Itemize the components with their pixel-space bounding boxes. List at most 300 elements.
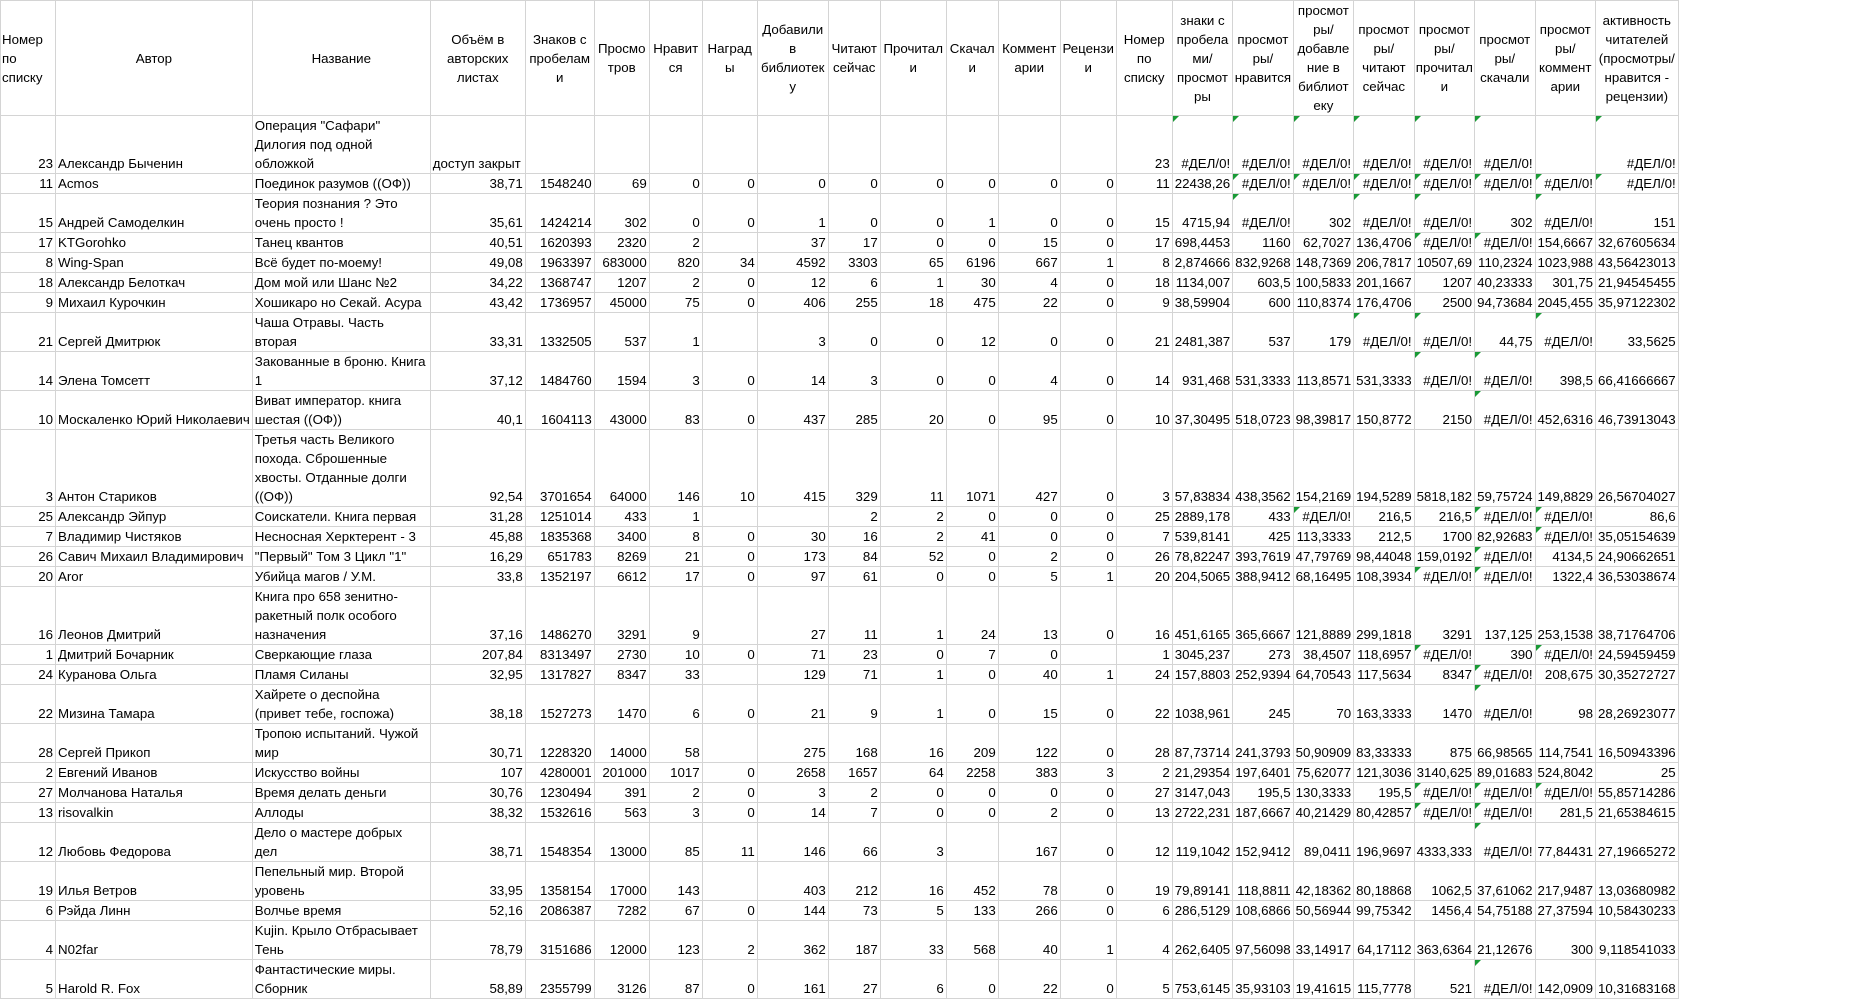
table-cell[interactable]: 651783	[525, 547, 594, 567]
table-cell[interactable]: 0	[1060, 823, 1116, 862]
table-cell[interactable]: 87,73714	[1172, 724, 1232, 763]
table-cell[interactable]: #ДЕЛ/0!	[1475, 233, 1535, 253]
table-cell[interactable]: Соискатели. Книга первая	[252, 507, 430, 527]
table-cell[interactable]: Михаил Курочкин	[56, 293, 253, 313]
table-cell[interactable]: 6612	[594, 567, 649, 587]
table-cell[interactable]: 95	[998, 391, 1060, 430]
table-cell[interactable]: 15	[998, 685, 1060, 724]
table-cell[interactable]: 6	[1, 901, 56, 921]
table-cell[interactable]: Несносная Херктерент - 3	[252, 527, 430, 547]
table-cell[interactable]: 0	[1060, 527, 1116, 547]
table-cell[interactable]: Дом мой или Шанс №2	[252, 273, 430, 293]
table-cell[interactable]: 32,67605634	[1596, 233, 1679, 253]
table-cell[interactable]: 163,3333	[1354, 685, 1414, 724]
table-cell[interactable]: 113,3333	[1293, 527, 1353, 547]
table-cell[interactable]: 0	[946, 391, 998, 430]
table-cell[interactable]: 0	[1060, 352, 1116, 391]
header-cell[interactable]: просмотры/нравится	[1233, 1, 1293, 116]
table-cell[interactable]: 9	[1, 293, 56, 313]
table-cell[interactable]: Антон Стариков	[56, 430, 253, 507]
table-cell[interactable]: 398,5	[1535, 352, 1595, 391]
table-cell[interactable]: 62,7027	[1293, 233, 1353, 253]
table-cell[interactable]: 1207	[1414, 273, 1474, 293]
table-cell[interactable]: #ДЕЛ/0!	[1293, 174, 1353, 194]
table-cell[interactable]: 1548354	[525, 823, 594, 862]
table-cell[interactable]: 70	[1293, 685, 1353, 724]
table-cell[interactable]: 603,5	[1233, 273, 1293, 293]
table-cell[interactable]: 563	[594, 803, 649, 823]
table-cell[interactable]: 27	[828, 960, 880, 999]
table-cell[interactable]: 187	[828, 921, 880, 960]
table-cell[interactable]: 0	[1060, 960, 1116, 999]
table-cell[interactable]: 2	[998, 803, 1060, 823]
table-cell[interactable]: 206,7817	[1354, 253, 1414, 273]
table-cell[interactable]: 8313497	[525, 645, 594, 665]
table-cell[interactable]: 0	[649, 194, 702, 233]
table-cell[interactable]: 6	[1116, 901, 1172, 921]
table-cell[interactable]: 83,33333	[1354, 724, 1414, 763]
table-cell[interactable]: 0	[998, 174, 1060, 194]
table-cell[interactable]: Хайрете о деспойна (привет тебе, госпожа)	[252, 685, 430, 724]
table-cell[interactable]: 150,8772	[1354, 391, 1414, 430]
table-cell[interactable]: 521	[1414, 960, 1474, 999]
table-cell[interactable]: 49,08	[430, 253, 525, 273]
table-cell[interactable]: 3701654	[525, 430, 594, 507]
table-cell[interactable]: Андрей Самоделкин	[56, 194, 253, 233]
table-cell[interactable]: 98,44048	[1354, 547, 1414, 567]
table-cell[interactable]	[757, 507, 828, 527]
header-cell[interactable]: просмотры/добавление в библиотеку	[1293, 1, 1353, 116]
table-cell[interactable]: 2	[649, 783, 702, 803]
table-cell[interactable]: 1352197	[525, 567, 594, 587]
table-cell[interactable]: 0	[880, 783, 946, 803]
table-cell[interactable]: 2	[828, 507, 880, 527]
table-cell[interactable]: Чаша Отравы. Часть вторая	[252, 313, 430, 352]
table-cell[interactable]: 123	[649, 921, 702, 960]
table-cell[interactable]: Пепельный мир. Второй уровень	[252, 862, 430, 901]
table-cell[interactable]: 2	[998, 547, 1060, 567]
table-cell[interactable]: 157,8803	[1172, 665, 1232, 685]
table-cell[interactable]: 14	[757, 803, 828, 823]
table-cell[interactable]: 71	[757, 645, 828, 665]
table-cell[interactable]: 4	[1116, 921, 1172, 960]
table-cell[interactable]: 262,6405	[1172, 921, 1232, 960]
table-cell[interactable]: 10	[1116, 391, 1172, 430]
table-cell[interactable]: 194,5289	[1354, 430, 1414, 507]
table-cell[interactable]: 130,3333	[1293, 783, 1353, 803]
table-cell[interactable]: 17	[1, 233, 56, 253]
table-cell[interactable]: 212	[828, 862, 880, 901]
table-cell[interactable]: Kujin. Крыло Отбрасывает Тень	[252, 921, 430, 960]
table-cell[interactable]: 1470	[1414, 685, 1474, 724]
table-cell[interactable]: 0	[998, 645, 1060, 665]
table-cell[interactable]: 30	[757, 527, 828, 547]
table-cell[interactable]: 38,59904	[1172, 293, 1232, 313]
table-cell[interactable]: 475	[946, 293, 998, 313]
table-cell[interactable]	[702, 507, 757, 527]
table-cell[interactable]: 4333,333	[1414, 823, 1474, 862]
table-cell[interactable]: 667	[998, 253, 1060, 273]
table-cell[interactable]: #ДЕЛ/0!	[1535, 507, 1595, 527]
table-cell[interactable]: 524,8042	[1535, 763, 1595, 783]
table-cell[interactable]: 14	[757, 352, 828, 391]
table-cell[interactable]: #ДЕЛ/0!	[1596, 116, 1679, 174]
header-cell[interactable]: Автор	[56, 1, 253, 116]
table-cell[interactable]: 217,9487	[1535, 862, 1595, 901]
table-cell[interactable]: 40,51	[430, 233, 525, 253]
table-cell[interactable]: 121,3036	[1354, 763, 1414, 783]
table-cell[interactable]: 4	[998, 273, 1060, 293]
table-cell[interactable]: 5	[998, 567, 1060, 587]
table-cell[interactable]: 0	[1060, 783, 1116, 803]
table-cell[interactable]: 66,41666667	[1596, 352, 1679, 391]
table-cell[interactable]: 65	[880, 253, 946, 273]
table-cell[interactable]: 14	[1, 352, 56, 391]
table-cell[interactable]: Александр Белоткач	[56, 273, 253, 293]
table-cell[interactable]: 8	[1116, 253, 1172, 273]
table-cell[interactable]: 329	[828, 430, 880, 507]
table-cell[interactable]: 0	[702, 547, 757, 567]
table-cell[interactable]: 21,12676	[1475, 921, 1535, 960]
table-cell[interactable]: 121,8889	[1293, 587, 1353, 645]
table-cell[interactable]: 40	[998, 921, 1060, 960]
table-cell[interactable]: 108,3934	[1354, 567, 1414, 587]
table-cell[interactable]: 36,53038674	[1596, 567, 1679, 587]
table-cell[interactable]: 37,16	[430, 587, 525, 645]
table-cell[interactable]: 9	[828, 685, 880, 724]
table-cell[interactable]: #ДЕЛ/0!	[1475, 567, 1535, 587]
table-cell[interactable]: Сергей Дмитрюк	[56, 313, 253, 352]
table-cell[interactable]: 1	[757, 194, 828, 233]
table-cell[interactable]: 110,8374	[1293, 293, 1353, 313]
table-cell[interactable]: 3	[649, 352, 702, 391]
table-cell[interactable]: 1604113	[525, 391, 594, 430]
table-cell[interactable]: Мизина Тамара	[56, 685, 253, 724]
table-cell[interactable]: 1594	[594, 352, 649, 391]
table-cell[interactable]: 23	[828, 645, 880, 665]
table-cell[interactable]: 0	[828, 313, 880, 352]
table-cell[interactable]: 151	[1596, 194, 1679, 233]
table-cell[interactable]: 0	[998, 313, 1060, 352]
table-cell[interactable]: 2	[649, 273, 702, 293]
table-cell[interactable]: 5	[880, 901, 946, 921]
table-cell[interactable]: 26	[1116, 547, 1172, 567]
table-cell[interactable]: 1484760	[525, 352, 594, 391]
table-cell[interactable]: 0	[1060, 587, 1116, 645]
table-cell[interactable]: 6	[880, 960, 946, 999]
table-cell[interactable]: 33	[880, 921, 946, 960]
table-cell[interactable]: 99,75342	[1354, 901, 1414, 921]
table-cell[interactable]: 1	[649, 313, 702, 352]
table-cell[interactable]: 3291	[594, 587, 649, 645]
table-cell[interactable]: 21	[757, 685, 828, 724]
table-cell[interactable]: 0	[1060, 233, 1116, 253]
table-cell[interactable]: 154,6667	[1535, 233, 1595, 253]
table-cell[interactable]: 8347	[594, 665, 649, 685]
table-cell[interactable]: 3	[828, 352, 880, 391]
table-cell[interactable]: Фантастические миры. Сборник	[252, 960, 430, 999]
table-cell[interactable]	[828, 116, 880, 174]
header-cell[interactable]: Номер по списку	[1, 1, 56, 116]
table-cell[interactable]: 3	[757, 313, 828, 352]
table-cell[interactable]: #ДЕЛ/0!	[1475, 823, 1535, 862]
table-cell[interactable]: 152,9412	[1233, 823, 1293, 862]
table-cell[interactable]: 1	[649, 507, 702, 527]
table-cell[interactable]: Wing-Span	[56, 253, 253, 273]
table-cell[interactable]: 176,4706	[1354, 293, 1414, 313]
table-cell[interactable]: #ДЕЛ/0!	[1414, 313, 1474, 352]
header-cell[interactable]: Скачали	[946, 1, 998, 116]
table-cell[interactable]: 7	[946, 645, 998, 665]
header-cell[interactable]: Прочитали	[880, 1, 946, 116]
table-cell[interactable]: 87	[649, 960, 702, 999]
table-cell[interactable]: 110,2324	[1475, 253, 1535, 273]
table-cell[interactable]	[594, 116, 649, 174]
table-cell[interactable]: 0	[1060, 391, 1116, 430]
table-cell[interactable]: 0	[702, 352, 757, 391]
table-cell[interactable]: 9	[649, 587, 702, 645]
table-cell[interactable]: 241,3793	[1233, 724, 1293, 763]
table-cell[interactable]: 2	[1, 763, 56, 783]
table-cell[interactable]	[1535, 116, 1595, 174]
table-cell[interactable]: 142,0909	[1535, 960, 1595, 999]
table-cell[interactable]: 2500	[1414, 293, 1474, 313]
table-cell[interactable]: 393,7619	[1233, 547, 1293, 567]
table-cell[interactable]: Любовь Федорова	[56, 823, 253, 862]
table-cell[interactable]: 0	[880, 174, 946, 194]
table-cell[interactable]: 1	[946, 194, 998, 233]
table-cell[interactable]: 13,03680982	[1596, 862, 1679, 901]
table-cell[interactable]: 122	[998, 724, 1060, 763]
table-cell[interactable]: 64,17112	[1354, 921, 1414, 960]
table-cell[interactable]: #ДЕЛ/0!	[1535, 645, 1595, 665]
table-cell[interactable]: 113,8571	[1293, 352, 1353, 391]
table-cell[interactable]: 21	[1, 313, 56, 352]
table-cell[interactable]: 44,75	[1475, 313, 1535, 352]
table-cell[interactable]: 4134,5	[1535, 547, 1595, 567]
table-cell[interactable]: 3140,625	[1414, 763, 1474, 783]
table-cell[interactable]: 0	[946, 547, 998, 567]
table-cell[interactable]: 388,9412	[1233, 567, 1293, 587]
table-cell[interactable]: 0	[946, 803, 998, 823]
table-cell[interactable]: 67	[649, 901, 702, 921]
header-cell[interactable]: Награды	[702, 1, 757, 116]
table-cell[interactable]: 27	[757, 587, 828, 645]
table-cell[interactable]: 1424214	[525, 194, 594, 233]
table-cell[interactable]: 0	[946, 783, 998, 803]
table-cell[interactable]: 24	[1116, 665, 1172, 685]
table-cell[interactable]: 15	[1, 194, 56, 233]
table-cell[interactable]: 11	[828, 587, 880, 645]
table-cell[interactable]: 168	[828, 724, 880, 763]
table-cell[interactable]: 0	[1060, 901, 1116, 921]
table-cell[interactable]: 11	[702, 823, 757, 862]
table-cell[interactable]: 302	[1475, 194, 1535, 233]
table-cell[interactable]: Илья Ветров	[56, 862, 253, 901]
table-cell[interactable]: 22	[1116, 685, 1172, 724]
table-cell[interactable]: 13	[998, 587, 1060, 645]
table-cell[interactable]: 143	[649, 862, 702, 901]
table-cell[interactable]: Время делать деньги	[252, 783, 430, 803]
table-cell[interactable]: 2150	[1414, 391, 1474, 430]
table-cell[interactable]: 33	[649, 665, 702, 685]
table-cell[interactable]: 21	[1116, 313, 1172, 352]
table-cell[interactable]: 20	[1116, 567, 1172, 587]
table-cell[interactable]	[880, 116, 946, 174]
table-cell[interactable]: #ДЕЛ/0!	[1475, 960, 1535, 999]
table-cell[interactable]: 245	[1233, 685, 1293, 724]
table-cell[interactable]: 117,5634	[1354, 665, 1414, 685]
table-cell[interactable]: 0	[702, 685, 757, 724]
table-cell[interactable]: 2	[702, 921, 757, 960]
table-cell[interactable]: 299,1818	[1354, 587, 1414, 645]
table-cell[interactable]: 437	[757, 391, 828, 430]
table-cell[interactable]: 2	[649, 233, 702, 253]
table-cell[interactable]: 204,5065	[1172, 567, 1232, 587]
table-cell[interactable]: 13	[1, 803, 56, 823]
table-cell[interactable]: 4715,94	[1172, 194, 1232, 233]
table-cell[interactable]: 2	[880, 507, 946, 527]
table-cell[interactable]: 20	[1, 567, 56, 587]
table-cell[interactable]: 50,90909	[1293, 724, 1353, 763]
table-cell[interactable]: 255	[828, 293, 880, 313]
table-cell[interactable]: 13000	[594, 823, 649, 862]
table-cell[interactable]: 16	[1, 587, 56, 645]
table-cell[interactable]: 5	[1, 960, 56, 999]
table-cell[interactable]: 33,5625	[1596, 313, 1679, 352]
table-cell[interactable]: 451,6165	[1172, 587, 1232, 645]
table-cell[interactable]: Сергей Прикоп	[56, 724, 253, 763]
table-cell[interactable]: 0	[946, 685, 998, 724]
table-cell[interactable]	[649, 116, 702, 174]
table-cell[interactable]: 3	[649, 803, 702, 823]
table-cell[interactable]: 0	[757, 174, 828, 194]
table-cell[interactable]: 19	[1116, 862, 1172, 901]
table-cell[interactable]: 0	[880, 313, 946, 352]
table-cell[interactable]: 7	[1116, 527, 1172, 547]
table-cell[interactable]: 75,62077	[1293, 763, 1353, 783]
table-cell[interactable]: 78,82247	[1172, 547, 1232, 567]
table-cell[interactable]: 2	[828, 783, 880, 803]
table-cell[interactable]: 820	[649, 253, 702, 273]
table-cell[interactable]: 58	[649, 724, 702, 763]
table-cell[interactable]: 0	[998, 783, 1060, 803]
table-cell[interactable]: 0	[998, 507, 1060, 527]
table-cell[interactable]: 129	[757, 665, 828, 685]
table-cell[interactable]: 0	[828, 174, 880, 194]
table-cell[interactable]: 55,85714286	[1596, 783, 1679, 803]
table-cell[interactable]: 1317827	[525, 665, 594, 685]
table-cell[interactable]: 54,75188	[1475, 901, 1535, 921]
table-cell[interactable]: 406	[757, 293, 828, 313]
table-cell[interactable]: 0	[702, 567, 757, 587]
table-cell[interactable]: 64,70543	[1293, 665, 1353, 685]
table-cell[interactable]: 144	[757, 901, 828, 921]
table-cell[interactable]: 300	[1535, 921, 1595, 960]
table-cell[interactable]: 252,9394	[1233, 665, 1293, 685]
table-cell[interactable]: #ДЕЛ/0!	[1354, 116, 1414, 174]
table-cell[interactable]: 931,468	[1172, 352, 1232, 391]
table-cell[interactable]: 78	[998, 862, 1060, 901]
table-cell[interactable]: 197,6401	[1233, 763, 1293, 783]
table-cell[interactable]: 196,9697	[1354, 823, 1414, 862]
table-cell[interactable]: Дмитрий Бочарник	[56, 645, 253, 665]
table-cell[interactable]: 146	[649, 430, 702, 507]
table-cell[interactable]: 0	[702, 293, 757, 313]
table-cell[interactable]: 0	[998, 527, 1060, 547]
table-cell[interactable]: 45000	[594, 293, 649, 313]
table-cell[interactable]: 1251014	[525, 507, 594, 527]
table-cell[interactable]: 21	[649, 547, 702, 567]
table-cell[interactable]: Аллоды	[252, 803, 430, 823]
table-cell[interactable]: 22	[1, 685, 56, 724]
table-cell[interactable]: 0	[1060, 273, 1116, 293]
table-cell[interactable]: 2	[1116, 763, 1172, 783]
table-cell[interactable]: 4	[1, 921, 56, 960]
table-cell[interactable]: 11	[1, 174, 56, 194]
table-cell[interactable]: 82,92683	[1475, 527, 1535, 547]
table-cell[interactable]: 2889,178	[1172, 507, 1232, 527]
table-cell[interactable]: Всё будет по-моему!	[252, 253, 430, 273]
table-cell[interactable]: 66	[828, 823, 880, 862]
table-cell[interactable]: 8	[649, 527, 702, 547]
table-cell[interactable]: 531,3333	[1354, 352, 1414, 391]
table-cell[interactable]: 10	[1, 391, 56, 430]
table-cell[interactable]: 0	[946, 960, 998, 999]
table-cell[interactable]: 10	[649, 645, 702, 665]
table-cell[interactable]: 43,42	[430, 293, 525, 313]
table-cell[interactable]: Рэйда Линн	[56, 901, 253, 921]
table-cell[interactable]: 1548240	[525, 174, 594, 194]
table-cell[interactable]: 1038,961	[1172, 685, 1232, 724]
table-cell[interactable]: Дело о мастере добрых дел	[252, 823, 430, 862]
table-cell[interactable]: 201000	[594, 763, 649, 783]
table-cell[interactable]: #ДЕЛ/0!	[1475, 547, 1535, 567]
table-cell[interactable]: 37	[757, 233, 828, 253]
table-cell[interactable]: 167	[998, 823, 1060, 862]
table-cell[interactable]: 52	[880, 547, 946, 567]
table-cell[interactable]: Виват император. книга шестая ((ОФ))	[252, 391, 430, 430]
table-cell[interactable]: 3147,043	[1172, 783, 1232, 803]
table-cell[interactable]: 0	[1060, 507, 1116, 527]
table-cell[interactable]: 22	[998, 960, 1060, 999]
header-cell[interactable]: активность читателей (просмотры/нравится - рецензии)	[1596, 1, 1679, 116]
table-cell[interactable]: #ДЕЛ/0!	[1475, 665, 1535, 685]
header-cell[interactable]: Добавили в библиотеку	[757, 1, 828, 116]
table-cell[interactable]: 216,5	[1414, 507, 1474, 527]
table-cell[interactable]: 37,61062	[1475, 862, 1535, 901]
table-cell[interactable]: 201,1667	[1354, 273, 1414, 293]
table-cell[interactable]: #ДЕЛ/0!	[1233, 116, 1293, 174]
table-cell[interactable]: 12	[757, 273, 828, 293]
table-cell[interactable]: 0	[702, 273, 757, 293]
table-cell[interactable]: #ДЕЛ/0!	[1233, 194, 1293, 233]
table-cell[interactable]: Евгений Иванов	[56, 763, 253, 783]
table-cell[interactable]: 0	[1060, 862, 1116, 901]
table-cell[interactable]: 12	[1116, 823, 1172, 862]
table-cell[interactable]: 0	[998, 194, 1060, 233]
table-cell[interactable]: 0	[1060, 293, 1116, 313]
table-cell[interactable]: 75	[649, 293, 702, 313]
table-cell[interactable]: 5	[1116, 960, 1172, 999]
table-cell[interactable]: 0	[702, 763, 757, 783]
table-cell[interactable]: 1017	[649, 763, 702, 783]
table-cell[interactable]	[702, 313, 757, 352]
table-cell[interactable]: 1527273	[525, 685, 594, 724]
table-cell[interactable]: 1	[1, 645, 56, 665]
table-cell[interactable]: 4	[998, 352, 1060, 391]
table-cell[interactable]: 24	[946, 587, 998, 645]
